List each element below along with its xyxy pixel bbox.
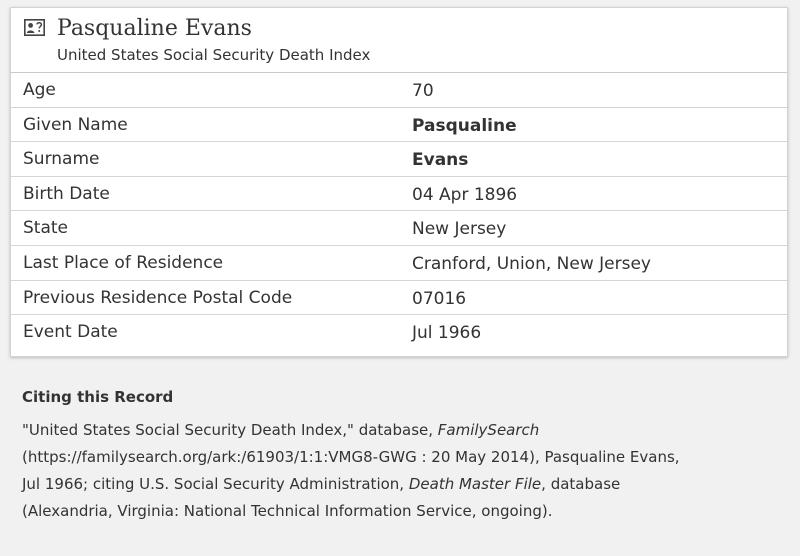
field-row-birth-date xyxy=(11,177,787,212)
field-row-state xyxy=(11,211,787,246)
field-label: Birth Date xyxy=(23,183,110,204)
field-row-age xyxy=(11,73,787,108)
citation-text-part: "United States Social Security Death Index," database, xyxy=(22,421,438,439)
field-value: Jul 1966 xyxy=(412,323,482,344)
field-row-postal-code xyxy=(11,281,787,316)
record-card xyxy=(10,7,788,357)
field-row-event-date xyxy=(11,315,787,350)
citation-section xyxy=(22,388,792,525)
field-label: State xyxy=(23,218,68,239)
citation-italic-database: FamilySearch xyxy=(437,421,540,439)
field-row-given-name xyxy=(11,108,787,143)
field-value: 70 xyxy=(412,81,434,101)
field-value: 04 Apr 1896 xyxy=(412,184,518,205)
record-header xyxy=(11,8,787,73)
field-value: Evans xyxy=(412,150,469,171)
field-label: Given Name xyxy=(23,114,128,135)
field-label: Surname xyxy=(23,149,100,170)
field-label: Previous Residence Postal Code xyxy=(23,287,293,308)
field-value: Pasqualine xyxy=(412,115,517,136)
field-label: Event Date xyxy=(23,322,118,343)
field-row-last-residence xyxy=(11,246,787,281)
citation-heading: Citing this Record xyxy=(22,388,174,406)
citation-text-part: (https://familysearch.org/ark:/61903/1:1:VMG8-GWG : 20 May 2014), Pasqualine Evans, Jul 1966; citing U.S. Social Security Administration, xyxy=(22,448,680,493)
record-collection-title[interactable]: United States Social Security Death Index xyxy=(57,46,371,64)
record-person-icon xyxy=(24,19,45,36)
field-label: Age xyxy=(23,80,56,100)
field-row-surname xyxy=(11,142,787,177)
citation-text xyxy=(22,417,792,525)
field-value: 07016 xyxy=(412,288,467,309)
citation-italic-source: Death Master File xyxy=(408,475,542,493)
field-value: Cranford, Union, New Jersey xyxy=(412,253,651,274)
field-value: New Jersey xyxy=(412,219,507,240)
field-label: Last Place of Residence xyxy=(23,252,224,273)
record-fields-table xyxy=(11,73,787,350)
record-person-name: Pasqualine Evans xyxy=(57,16,252,41)
citation-text-part: , database (Alexandria, Virginia: National Technical Information Service, ongoing). xyxy=(22,475,621,520)
